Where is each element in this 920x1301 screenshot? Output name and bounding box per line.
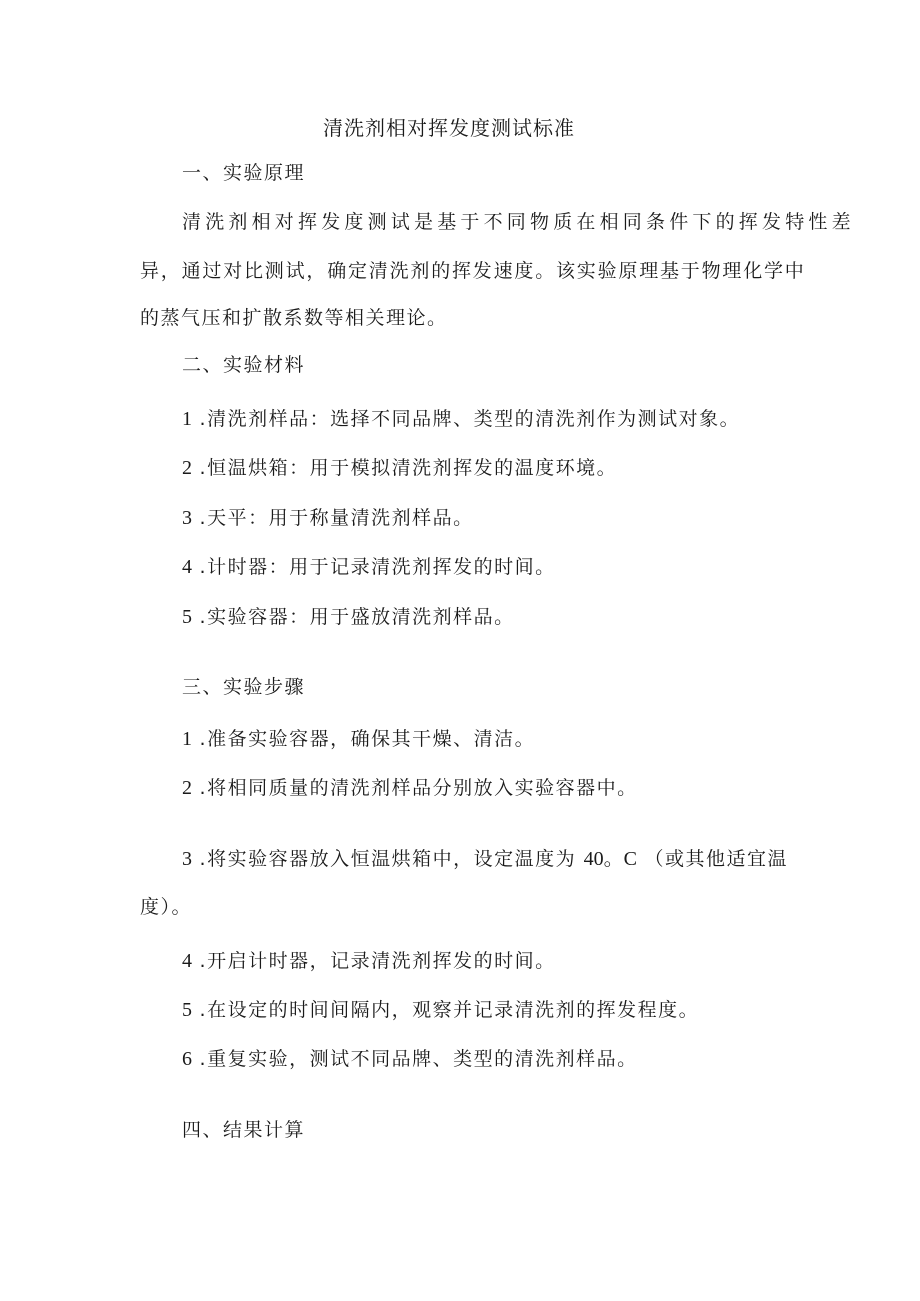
item-number: 5 (182, 999, 192, 1021)
item-number: 2 (182, 777, 192, 799)
list-item-continuation: 度）。 (140, 896, 193, 918)
temperature-value: 40。C (583, 848, 637, 870)
item-number: 4 (182, 950, 192, 972)
item-text: .天平：用于称量清洗剂样品。 (199, 507, 474, 529)
item-number: 4 (182, 556, 192, 578)
item-text-continued: （或其他适宜温 (644, 848, 789, 870)
item-text: .将实验容器放入恒温烘箱中，设定温度为 (199, 848, 577, 870)
list-item (182, 555, 556, 579)
list-item (182, 949, 556, 973)
section-heading-results: 四、结果计算 (182, 1119, 306, 1141)
item-text: .将相同质量的清洗剂样品分别放入实验容器中。 (199, 777, 638, 799)
list-item (182, 605, 515, 629)
item-number: 3 (182, 507, 192, 529)
section-heading-materials: 二、实验材料 (182, 354, 306, 376)
item-text: .实验容器：用于盛放清洗剂样品。 (199, 606, 515, 628)
item-text: .准备实验容器，确保其干燥、清洁。 (199, 728, 536, 750)
item-text: .重复实验，测试不同品牌、类型的清洗剂样品。 (199, 1048, 638, 1070)
item-text: .恒温烘箱：用于模拟清洗剂挥发的温度环境。 (199, 457, 618, 479)
item-number: 3 (182, 848, 192, 870)
item-text: .在设定的时间间隔内，观察并记录清洗剂的挥发程度。 (199, 999, 700, 1021)
section-heading-procedure: 三、实验步骤 (182, 676, 306, 698)
section-heading-principle: 一、实验原理 (182, 162, 306, 184)
list-item (182, 727, 535, 751)
item-text: .开启计时器，记录清洗剂挥发的时间。 (199, 950, 556, 972)
item-text: .清洗剂样品：选择不同品牌、类型的清洗剂作为测试对象。 (199, 408, 741, 430)
document-title: 清洗剂相对挥发度测试标准 (323, 116, 575, 140)
paragraph-line: 清洗剂相对挥发度测试是基于不同物质在相同条件下的挥发特性差 (182, 211, 855, 233)
list-item (182, 407, 740, 431)
paragraph-line: 异，通过对比测试，确定清洗剂的挥发速度。该实验原理基于物理化学中 (140, 260, 806, 282)
item-number: 1 (182, 408, 192, 430)
item-number: 6 (182, 1048, 192, 1070)
list-item (182, 506, 474, 530)
item-number: 5 (182, 606, 192, 628)
list-item (182, 847, 788, 871)
item-number: 1 (182, 728, 192, 750)
paragraph-line: 的蒸气压和扩散系数等相关理论。 (140, 307, 448, 329)
list-item (182, 776, 638, 800)
list-item (182, 1047, 638, 1071)
item-text: .计时器：用于记录清洗剂挥发的时间。 (199, 556, 556, 578)
item-number: 2 (182, 457, 192, 479)
list-item (182, 998, 699, 1022)
list-item (182, 456, 617, 480)
